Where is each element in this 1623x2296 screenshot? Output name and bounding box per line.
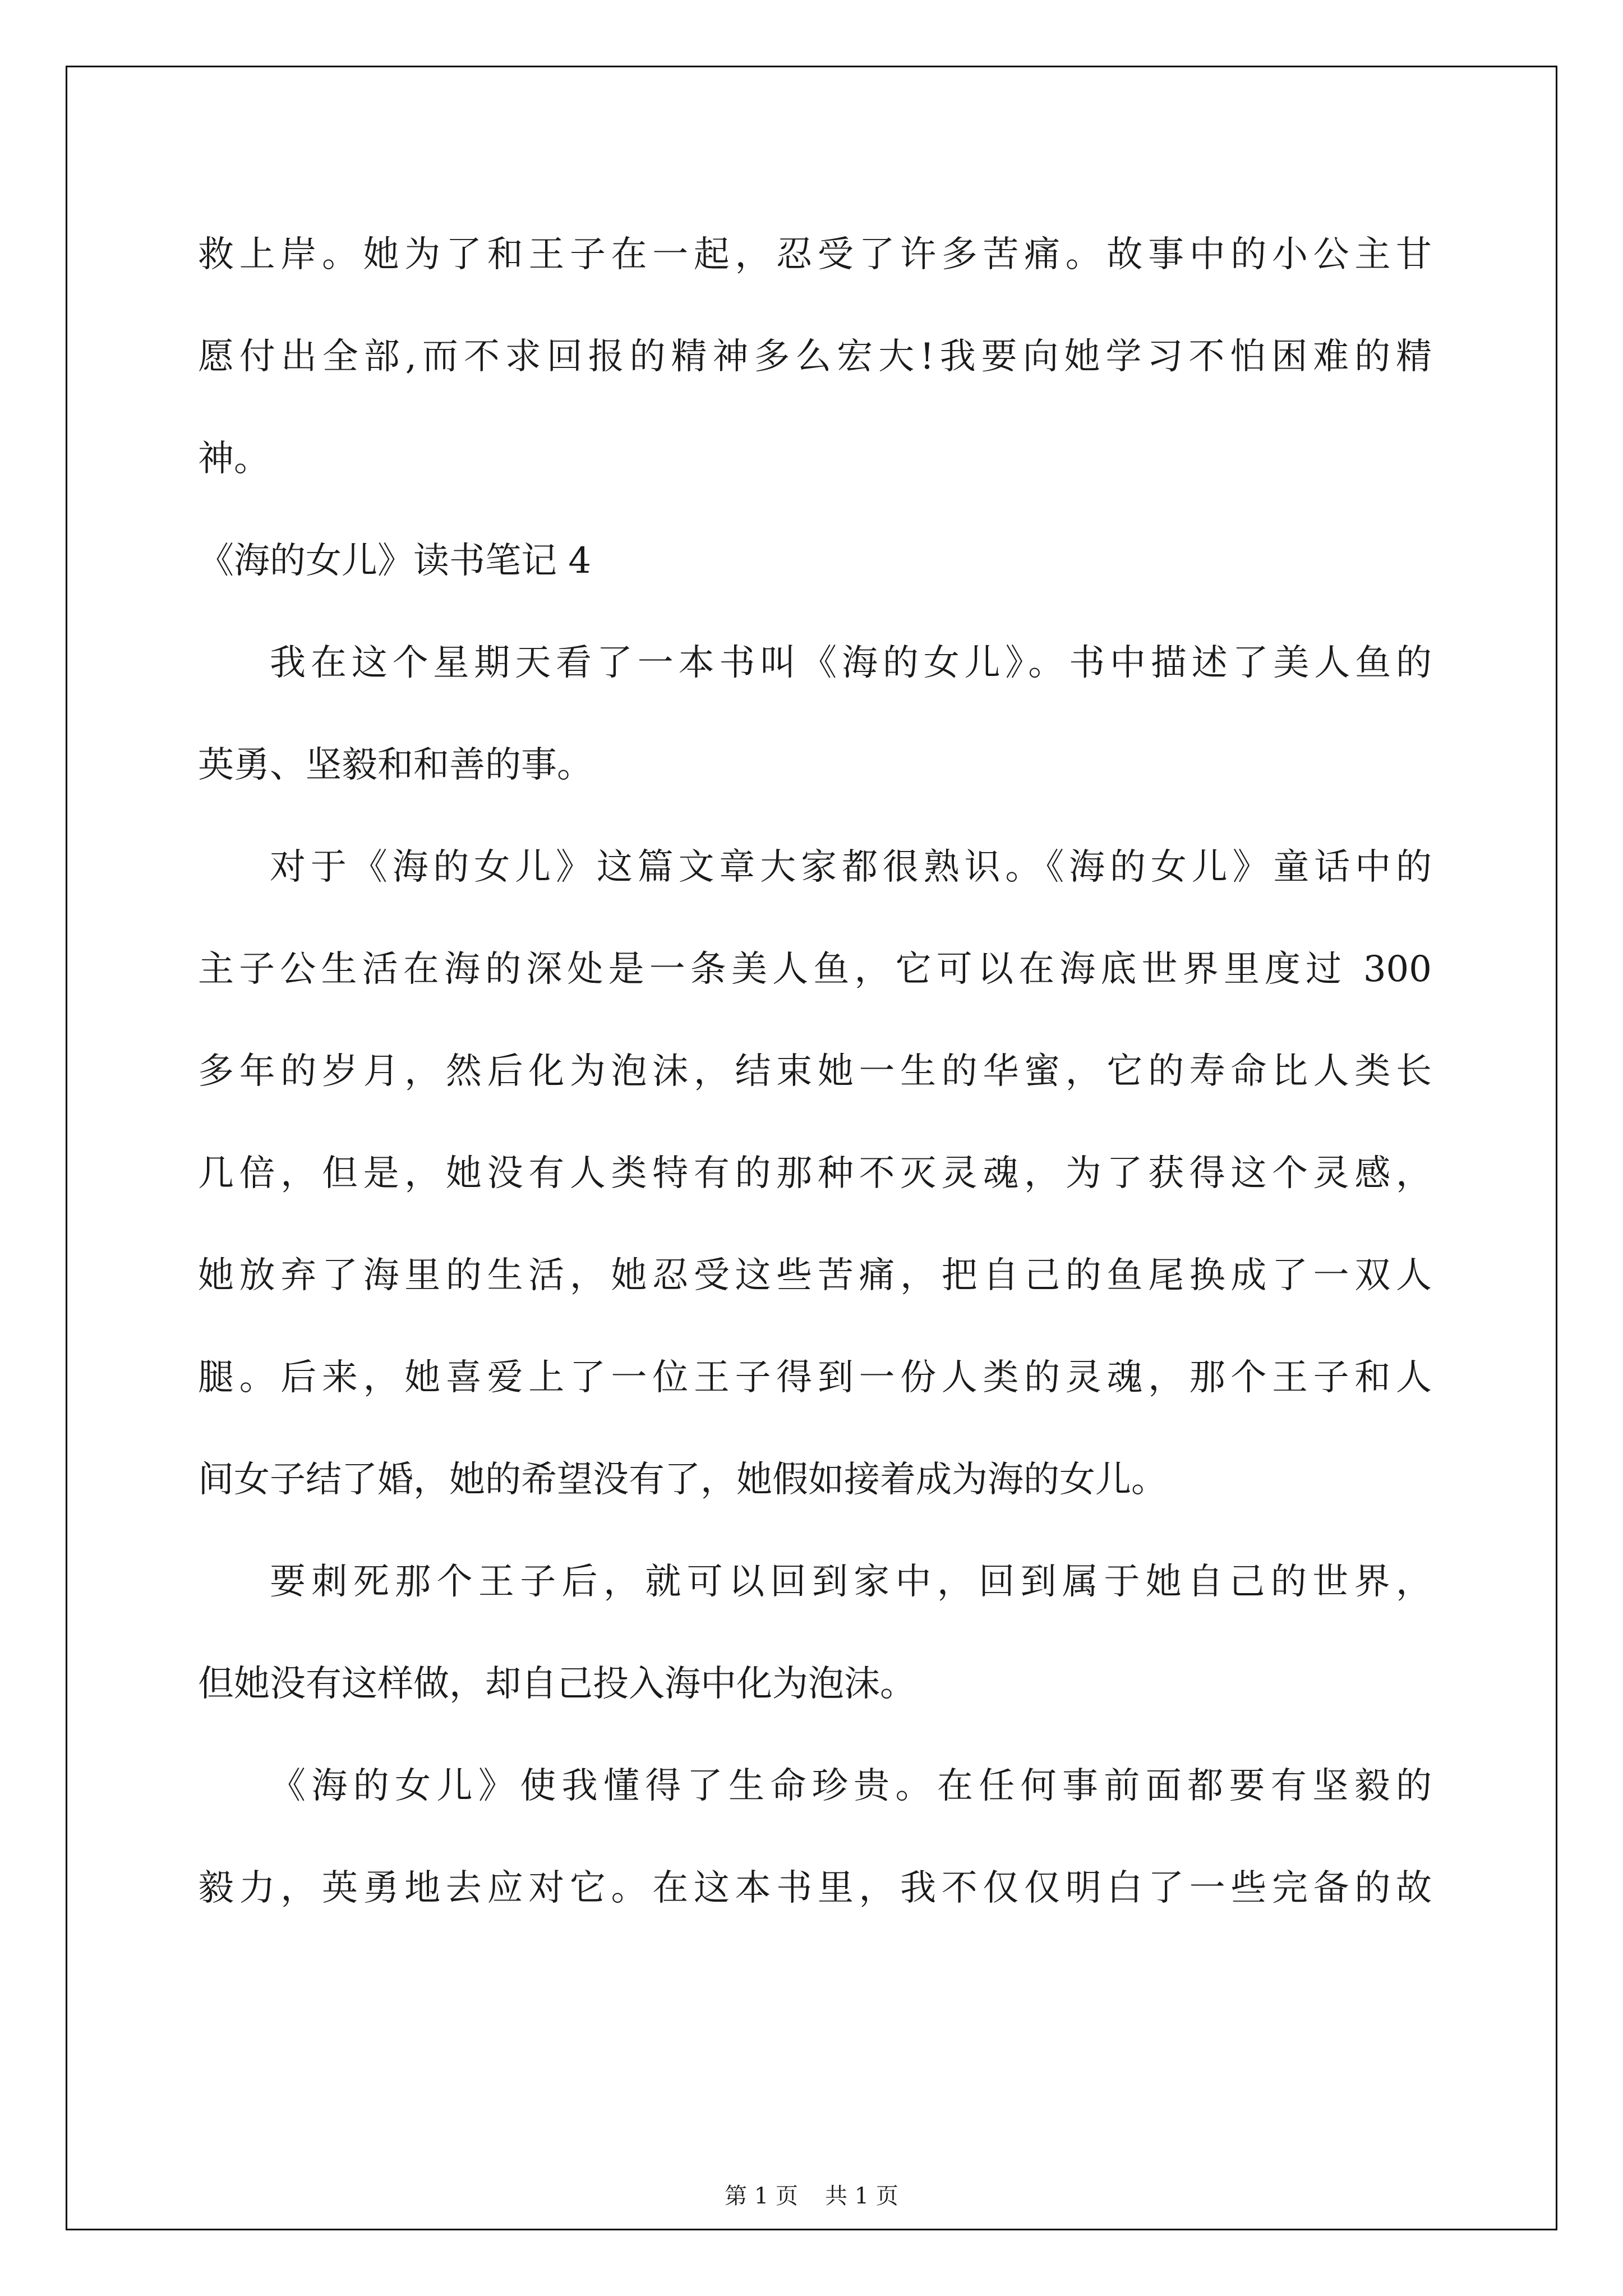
text-line: 《海的女儿》使我懂得了生命珍贵。在任何事前面都要有坚毅的 <box>270 1765 1432 1807</box>
text-line: 但她没有这样做，却自己投入海中化为泡沫。 <box>198 1663 916 1705</box>
text-line: 腿。后来，她喜爱上了一位王子得到一份人类的灵魂，那个王子和人 <box>198 1357 1432 1398</box>
text-line: 要刺死那个王子后，就可以回到家中，回到属于她自己的世界， <box>270 1561 1432 1603</box>
text-line: 主子公生活在海的深处是一条美人鱼，它可以在海底世界里度过 300 <box>198 949 1432 990</box>
text-line: 英勇、坚毅和和善的事。 <box>198 744 593 786</box>
text-line: 间女子结了婚，她的希望没有了，她假如接着成为海的女儿。 <box>198 1459 1167 1501</box>
text-line: 愿付出全部,而不求回报的精神多么宏大!我要向她学习不怕困难的精 <box>198 336 1432 378</box>
page-footer <box>0 2178 1623 2210</box>
text-line: 几倍，但是，她没有人类特有的那种不灭灵魂，为了获得这个灵感， <box>198 1153 1432 1194</box>
text-line: 多年的岁月，然后化为泡沫，结束她一生的华蜜，它的寿命比人类长 <box>198 1051 1432 1092</box>
text-line: 对于《海的女儿》这篇文章大家都很熟识。《海的女儿》童话中的 <box>270 846 1432 888</box>
section-heading: 《海的女儿》读书笔记 4 <box>198 540 592 582</box>
text-line: 毅力，英勇地去应对它。在这本书里，我不仅仅明白了一些完备的故 <box>198 1867 1432 1909</box>
text-line: 她放弃了海里的生活，她忍受这些苦痛，把自己的鱼尾换成了一双人 <box>198 1255 1432 1296</box>
text-line: 神。 <box>198 438 270 480</box>
text-line: 救上岸。她为了和王子在一起，忍受了许多苦痛。故事中的小公主甘 <box>198 234 1432 275</box>
page-total: 共 1 页 <box>825 2183 898 2209</box>
page-number: 第 1 页 <box>725 2183 798 2209</box>
text-line: 我在这个星期天看了一本书叫《海的女儿》。书中描述了美人鱼的 <box>270 642 1432 684</box>
